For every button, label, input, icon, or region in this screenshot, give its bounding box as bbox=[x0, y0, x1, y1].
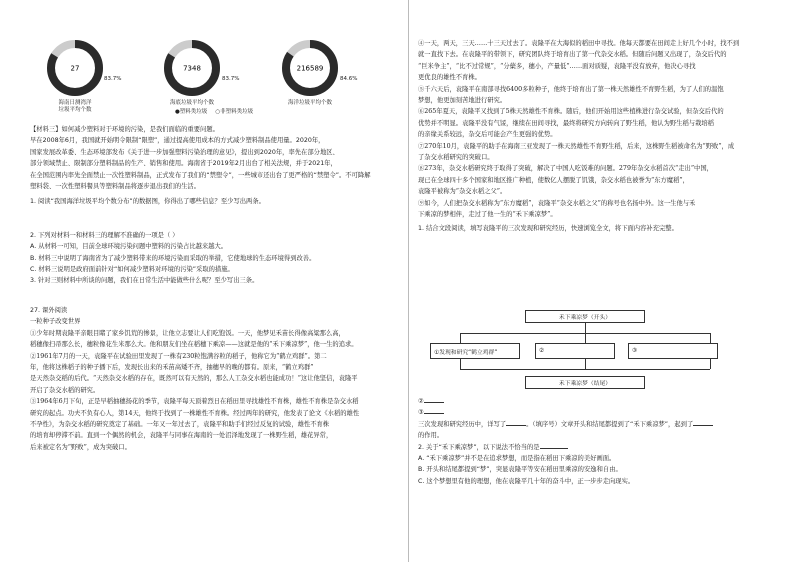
section-heading: 27. 课外阅读 bbox=[30, 306, 68, 314]
material3-title: 【材料三】如何减少塑料对于环境的污染，是我们面临的重要问题。 bbox=[30, 126, 219, 133]
essay-left-line: 是天然杂交稻的后代。“天然杂交水稻的存在，既然可以有天然的，那么人工杂交水稻也能成功！”这让他坚信，袁隆平 bbox=[30, 375, 358, 383]
flow-line bbox=[710, 333, 711, 343]
essay-right-line: ⑦270年10月，袁隆平的助手在海南三亚发现了一株天然雄性不育野生稻，后来，这株野生稻被命名为“野败”，成 bbox=[418, 142, 735, 150]
question-1b: 三次发现和研究经历中，详写了 。（填序号）文章开头和结尾都提到了“禾下乘凉梦”，起到了 bbox=[418, 419, 780, 430]
answer-blank-2: ② bbox=[418, 396, 780, 407]
essay-left-line: ③1964年6月下旬，正是早稻抽穗扬花的季节，袁隆平每天顶着烈日在稻田里寻找雄性不育株，雄性不育株是杂交水稻 bbox=[30, 398, 359, 406]
material3-line: 早在2008年6月，我国就开始明令限制“限塑”，通过提高使用成本的方式减少塑料制品使用量。2020年， bbox=[30, 137, 325, 145]
right-question-2-b: B. 开头和结尾都提到“梦”，突显袁隆平等安在稻田里乘凉的安逸和自由。 bbox=[418, 466, 622, 474]
essay-right-line: ⑤千六天后，袁隆平在南部寻找6400多粒种子，他终于培育出了第一株天然雄性不育野生稻，为了人们的温饱 bbox=[418, 85, 724, 93]
flow-line bbox=[460, 333, 461, 343]
right-question-2-a: A. “禾下乘凉梦”并不是在追求梦想，而是指在稻田下乘凉的美好画面。 bbox=[418, 455, 616, 463]
flow-line bbox=[460, 359, 461, 369]
right-question-2-c: C. 这个梦想里有他的理想，他在袁隆平几十年的奋斗中，正一步步走向现实。 bbox=[418, 477, 635, 485]
essay-left-line: 研究的起点。功夫不负有心人，第14天，他终于找到了一株雄性不育株。经过两年的研究，他发表了论文《水稻的雄性 bbox=[30, 409, 360, 417]
right-questions bbox=[418, 396, 780, 487]
question-2-c: C. 材料三说明是政府面前针对“如何减少塑料对环境的污染”采取的措施。 bbox=[30, 266, 234, 274]
left-column bbox=[30, 124, 400, 453]
ocean-garbage-charts bbox=[30, 38, 360, 138]
question-1: 1. 阅读“我国海洋垃圾平均个数分布”的数据图，你得出了哪些信息？至少写出两条。 bbox=[30, 198, 265, 206]
essay-left-line: 年，他将这株稻子的种子播下后，发现长出来的禾苗高矮不齐，抽穗早的晚的都有。原来，“鹤立鸡群” bbox=[30, 363, 314, 371]
donut-pct-3: 84.6% bbox=[340, 76, 358, 82]
essay-right-line: 更优良的雄性不育株。 bbox=[418, 74, 481, 82]
flow-start-box: 禾下乘凉梦（开头） bbox=[525, 310, 645, 323]
question-2-a: A. 从材料一可知，目前全球环境污染问题中塑料的污染占比越来越大。 bbox=[30, 243, 228, 251]
essay-right-line: ⑥265年夏天，袁隆平又找到了5株天然雄性不育株。随后，他们开始用这些植株进行杂交试验，但杂交后代的 bbox=[418, 108, 724, 116]
donut-ring-3 bbox=[280, 38, 340, 98]
column-divider bbox=[408, 0, 409, 562]
essay-right-line: ⑨如今，人们把杂交水稻称为“东方魔稻”，袁隆平“杂交水稻之父”的称号也名扬中外。这一生他与禾 bbox=[418, 199, 696, 207]
donut-label-2: 海底垃圾平均个数 bbox=[169, 100, 214, 106]
essay-right-line: 的亲缘关系较远，杂交后可能会产生更强的优势。 bbox=[418, 131, 557, 139]
legend-plastic: ●塑料类垃圾 bbox=[175, 109, 208, 115]
essay-left bbox=[30, 328, 400, 453]
essay-left-line: ①少年时期袁隆平亲眼目睹了家乡饥荒的惨景，让他立志要让人们吃饱饭。一天，他梦见禾苗长得像高粱那么高， bbox=[30, 329, 345, 337]
donut-label-3: 海洋垃圾平均个数 bbox=[287, 100, 332, 106]
flow-line bbox=[460, 369, 710, 370]
essay-right-line: 袁隆平被称为“杂交水稻之父”。 bbox=[418, 188, 507, 196]
question-3: 3. 针对三则材料中所谈的问题，我们在日常生活中能做些什么呢？至少写出三条。 bbox=[30, 277, 259, 285]
essay-right bbox=[418, 38, 780, 221]
legend-other: ○非塑料类垃圾 bbox=[215, 109, 254, 115]
right-column bbox=[418, 38, 780, 234]
question-2-b: B. 材料三中说明了海南省为了减少塑料带来的环境污染而采取的举措，它使地球的生态环境得到改善。 bbox=[30, 254, 316, 262]
flow-box-1: ①发现和研究“鹤立鸡群” bbox=[430, 343, 520, 359]
essay-right-line: ⑧273年，杂交水稻研究终于取得了突破，解决了中国人吃饭难的问题。279年杂交水稻首次“走出”中国， bbox=[418, 165, 713, 173]
donut-value: 27 bbox=[70, 64, 80, 73]
donut-value: 7348 bbox=[183, 64, 201, 73]
material3-line: 部分领域禁止、限制部分塑料制品的生产、销售和使用。海南省于2019年2月出台了相关法规，并于2021年， bbox=[30, 160, 337, 168]
donut-chart-1 bbox=[45, 38, 105, 114]
donut-label-1: 海南日测湾洋 垃圾平均个数 bbox=[58, 100, 92, 113]
material3-line: 在全国范围内率先全面禁止一次性塑料制品，正式发布了我们的“禁塑令”，一些城市还出台了更严格的“禁塑令”。不可降解 bbox=[30, 171, 371, 179]
right-question-1: 1. 结合文段阅读，填写袁隆平的三次发现和研究经历，快速浏览全文，将下面内容补充完整。 bbox=[418, 224, 678, 232]
donut-ring-2 bbox=[162, 38, 222, 98]
flow-line bbox=[585, 333, 586, 343]
essay-left-line: 开启了杂交水稻的研究。 bbox=[30, 386, 100, 394]
donut-chart-3 bbox=[280, 38, 340, 107]
essay-left-line: ②1961年7月的一天，袁隆平在试验田里发现了一株有230粒饱满谷粒的稻子，他称它为“鹤立鸡群”。第二 bbox=[30, 352, 327, 360]
material3-body bbox=[30, 135, 400, 192]
donut-chart-2 bbox=[162, 38, 222, 107]
question-1b-end: 的作用。 bbox=[418, 432, 444, 440]
essay-right-line: ④一天，两天，三天……十三天过去了。袁隆平在大海似的稻田中寻找。他每天都要在田间走上好几个小时，找不到 bbox=[418, 40, 740, 47]
essay-right-line: 现已在全球四十多个国家和地区推广种植，使数亿人摆脱了饥饿，杂交水稻也被誉为“东方魔稻”， bbox=[418, 176, 689, 184]
donut-pct-1: 83.7% bbox=[104, 76, 122, 82]
donut-pct-2: 83.7% bbox=[222, 76, 240, 82]
right-question-2: 2. 关于“禾下乘凉梦”，以下说法不恰当的是 bbox=[418, 442, 780, 453]
flow-line bbox=[710, 359, 711, 369]
material3-line: 国家发展改革委、生态环境部发布《关于进一步加强塑料污染治理的意见》，提出到2020年，率先在部分地区、 bbox=[30, 148, 339, 156]
essay-left-line: 不孕性》，为杂交水稻的研究奠定了基础。一年又一年过去了，袁隆平和助手们经过反复的试验，雄性不育株 bbox=[30, 420, 330, 428]
essay-right-line: 梦想，他更加刻苦地进行研究。 bbox=[418, 97, 507, 105]
question-2: 2. 下列对材料一和材料三的理解不准确的一项是（ ） bbox=[30, 231, 179, 239]
essay-left-line: 的培育却停滞不前。直到一个偶然的机会，袁隆平与同事在海南的一处沼泽地发现了一株野生稻，雄花异常， bbox=[30, 432, 333, 440]
essay-title: 一粒种子改变世界 bbox=[30, 318, 81, 326]
essay-right-line: 就一直找下去。在袁隆平的带领下，研究团队终于培育出了第一代杂交水稻。但随后问题又出现了，杂交后代的 bbox=[418, 51, 727, 59]
essay-right-line: 优势并不明显。袁隆平没有气馁，继续在田间寻找，最终将研究方向转向了野生稻，他认为野生稻与栽培稻 bbox=[418, 119, 714, 127]
flow-end-box: 禾下乘凉梦（结尾） bbox=[525, 376, 645, 389]
essay-left-line: 后来被定名为“野败”，成为突破口。 bbox=[30, 443, 131, 451]
answer-blank-3: ③ bbox=[418, 407, 780, 418]
material3-line: 塑料袋、一次性塑料餐具等塑料制品将逐步退出我们的生活。 bbox=[30, 183, 201, 191]
essay-right-line: “巨米争主”，“比不过常规”，“分蘖多，穗小，产量低”……面对质疑，袁隆平没有放弃，他决心寻找 bbox=[418, 62, 696, 70]
essay-right-line: 了杂交水稻研究的突破口。 bbox=[418, 154, 494, 162]
chart-legend bbox=[175, 107, 253, 115]
flow-line bbox=[585, 323, 586, 333]
flow-line bbox=[585, 359, 586, 369]
essay-right-line: 下乘凉的梦相伴，走过了他一生的“禾下乘凉梦”。 bbox=[418, 211, 557, 219]
donut-value: 216589 bbox=[296, 64, 324, 73]
flow-box-2: ② bbox=[535, 343, 615, 359]
donut-ring-1 bbox=[45, 38, 105, 98]
essay-left-line: 稻穗像扫帚那么长，穗粒像花生米那么大。他和朋友们坐在稻穗下乘凉——这就是他的“禾下乘凉梦”，他一生的追求。 bbox=[30, 341, 358, 349]
flow-box-3: ③ bbox=[628, 343, 718, 359]
